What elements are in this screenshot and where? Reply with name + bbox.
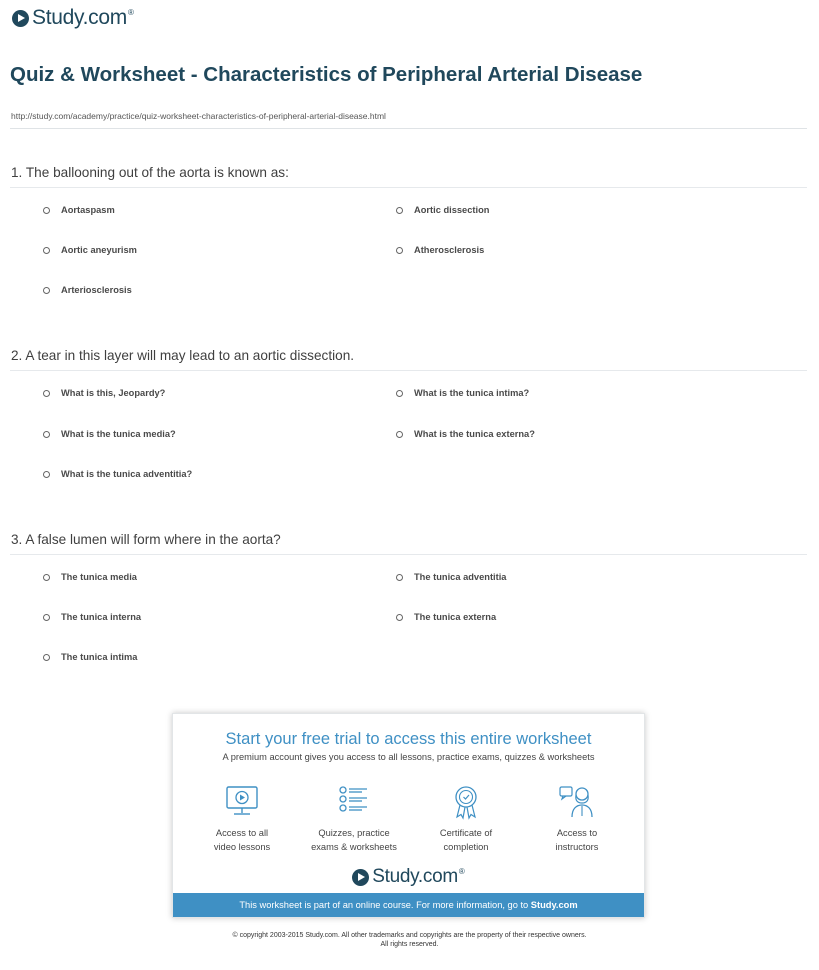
feature-video-lessons xyxy=(187,784,297,854)
option-label: Arteriosclerosis xyxy=(61,285,132,295)
course-info-bar xyxy=(173,893,644,917)
answer-option[interactable] xyxy=(43,285,132,295)
radio-button-icon[interactable] xyxy=(43,207,50,214)
feature-line-2: exams & worksheets xyxy=(311,842,397,852)
option-label: What is the tunica adventitia? xyxy=(61,469,193,479)
answer-option[interactable] xyxy=(43,429,176,439)
answer-option[interactable] xyxy=(43,612,141,622)
feature-line-1: Certificate of xyxy=(439,828,493,838)
option-label: Atherosclerosis xyxy=(414,245,485,255)
radio-button-icon[interactable] xyxy=(396,247,403,254)
study-link[interactable]: Study.com xyxy=(530,900,578,910)
question-divider xyxy=(10,554,807,555)
feature-line-1: Quizzes, practice xyxy=(318,828,390,838)
question-divider xyxy=(10,187,807,188)
radio-button-icon[interactable] xyxy=(396,431,403,438)
answer-option[interactable] xyxy=(396,245,484,255)
logo-text: Study.com xyxy=(372,866,458,887)
answer-option[interactable] xyxy=(43,245,137,255)
feature-line-2: completion xyxy=(443,842,489,852)
answer-option[interactable] xyxy=(396,429,535,439)
answer-option[interactable] xyxy=(43,572,137,582)
radio-button-icon[interactable] xyxy=(43,247,50,254)
answer-option[interactable] xyxy=(43,205,115,215)
answer-option[interactable] xyxy=(396,572,506,582)
instructor-icon xyxy=(558,784,596,820)
option-label: Aortic dissection xyxy=(414,205,490,215)
trademark-symbol: ® xyxy=(458,866,465,876)
radio-button-icon[interactable] xyxy=(396,574,403,581)
feature-line-2: instructors xyxy=(555,842,599,852)
certificate-icon xyxy=(447,784,485,820)
radio-button-icon[interactable] xyxy=(43,390,50,397)
option-label: The tunica interna xyxy=(61,612,142,622)
feature-line-1: Access to xyxy=(556,828,598,838)
option-label: The tunica intima xyxy=(61,652,138,662)
play-circle-icon xyxy=(352,869,369,886)
radio-button-icon[interactable] xyxy=(396,207,403,214)
question-text: 1. The ballooning out of the aorta is known as: xyxy=(11,165,289,180)
feature-line-2: video lessons xyxy=(213,842,271,852)
option-label: What is the tunica intima? xyxy=(414,388,530,398)
cta-study-logo[interactable] xyxy=(173,866,644,888)
radio-button-icon[interactable] xyxy=(43,471,50,478)
radio-button-icon[interactable] xyxy=(396,614,403,621)
radio-button-icon[interactable] xyxy=(43,614,50,621)
option-label: What is the tunica externa? xyxy=(414,429,535,439)
radio-button-icon[interactable] xyxy=(43,574,50,581)
page-title: Quiz & Worksheet - Characteristics of Peripheral Arterial Disease xyxy=(10,63,643,86)
course-info-text: This worksheet is part of an online course. For more information, go to xyxy=(239,900,531,910)
answer-option[interactable] xyxy=(396,612,496,622)
quiz-list-icon xyxy=(335,784,373,820)
logo-text: Study.com xyxy=(32,6,127,29)
feature-certificate xyxy=(411,784,521,854)
feature-instructors xyxy=(522,784,632,854)
question-text: 2. A tear in this layer will may lead to an aortic dissection. xyxy=(11,348,355,363)
copyright-footer xyxy=(0,931,819,949)
option-label: The tunica media xyxy=(61,572,137,582)
answer-option[interactable] xyxy=(396,205,489,215)
feature-quizzes xyxy=(299,784,409,854)
answer-option[interactable] xyxy=(43,388,165,398)
copyright-line: © copyright 2003-2015 Study.com. All other trademarks and copyrights are the property of their respective owners. xyxy=(232,932,587,939)
radio-button-icon[interactable] xyxy=(396,390,403,397)
free-trial-panel xyxy=(172,713,645,918)
question-divider xyxy=(10,370,807,371)
answer-option[interactable] xyxy=(43,469,192,479)
page-url[interactable]: http://study.com/academy/practice/quiz-worksheet-characteristics-of-peripheral-arterial-disease.html xyxy=(11,111,386,121)
study-logo[interactable] xyxy=(12,6,134,30)
radio-button-icon[interactable] xyxy=(43,654,50,661)
feature-line-1: Access to all xyxy=(215,828,269,838)
question-text: 3. A false lumen will form where in the aorta? xyxy=(11,532,281,547)
radio-button-icon[interactable] xyxy=(43,287,50,294)
option-label: The tunica adventitia xyxy=(414,572,507,582)
rights-line: All rights reserved. xyxy=(380,941,439,948)
header-divider xyxy=(10,128,807,129)
free-trial-headline[interactable]: Start your free trial to access this entire worksheet xyxy=(225,730,592,748)
option-label: What is the tunica media? xyxy=(61,429,176,439)
answer-option[interactable] xyxy=(43,652,137,662)
option-label: Aortaspasm xyxy=(61,205,115,215)
option-label: The tunica externa xyxy=(414,612,497,622)
play-circle-icon xyxy=(12,10,29,27)
free-trial-subline: A premium account gives you access to all lessons, practice exams, quizzes & worksheets xyxy=(222,752,595,762)
radio-button-icon[interactable] xyxy=(43,431,50,438)
video-lesson-icon xyxy=(223,784,261,820)
trademark-symbol: ® xyxy=(127,7,134,17)
option-label: What is this, Jeopardy? xyxy=(61,388,166,398)
answer-option[interactable] xyxy=(396,388,529,398)
option-label: Aortic aneyurism xyxy=(61,245,137,255)
